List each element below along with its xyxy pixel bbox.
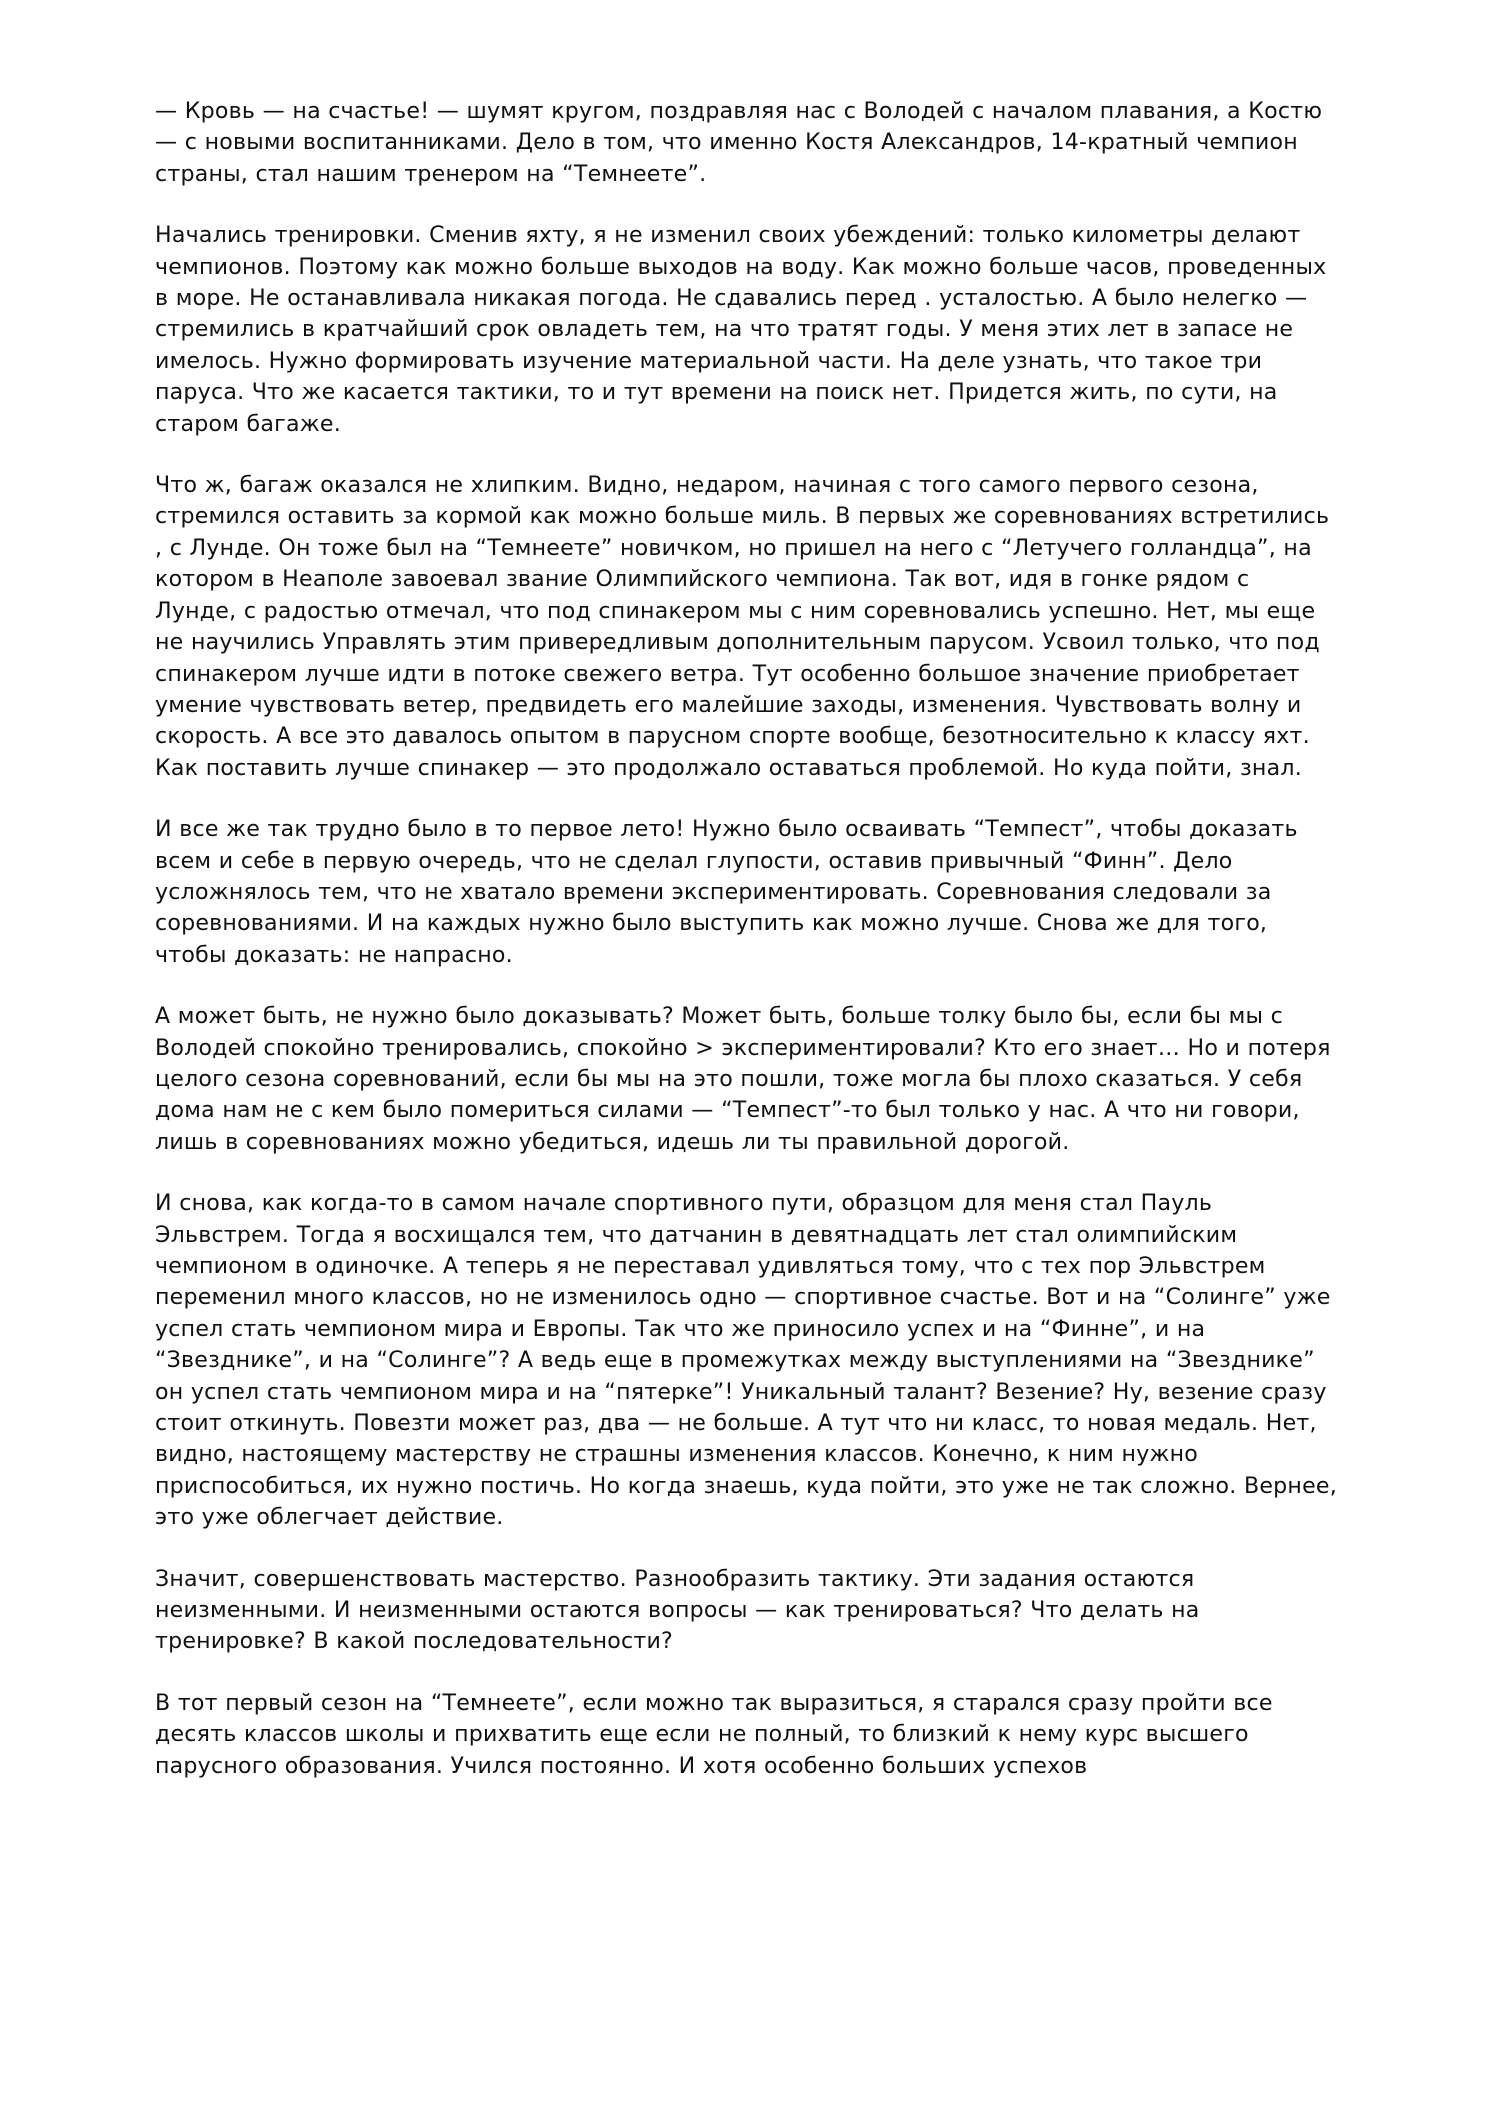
text-column [155, 96, 1345, 1782]
paragraph: Значит, совершенствовать мастерство. Разнообразить тактику. Эти задания остаются неизменными. И неизменными остаются вопросы — как тренироваться? Что делать на тренировке? В какой последовательности? [155, 1565, 1208, 1655]
paragraph: А может быть, не нужно было доказывать? Может быть, больше толку было бы, если бы мы с Володей спокойно тренировались, спокойно > экспериментировали? Кто его знает… Но и потеря целого сезона соревнований, если бы мы на это пошли, тоже могла бы плохо сказаться. У себя дома нам не с кем было помериться силами — “Темпест”-то был только у нас. А что ни говори, лишь в соревнованиях можно убедиться, идешь ли ты правильной дорогой. [155, 1003, 1339, 1155]
paragraph: — Кровь — на счастье! — шумят кругом, поздравляя нас с Володей с началом плавания, а Костю — с новыми воспитанниками. Дело в том, что именно Костя Александров, 14-кратный чемпион страны, стал нашим тренером на “Темнеете”. [155, 98, 1330, 187]
paragraph: В тот первый сезон на “Темнеете”, если можно так выразиться, я старался сразу пройти все десять классов школы и прихватить еще если не полный, то близкий к нему курс высшего парусного образования. Учился постоянно. И хотя особенно больших успехов [155, 1689, 1281, 1779]
paragraph: Что ж, багаж оказался не хлипким. Видно, недаром, начиная с того самого первого сезона, стремился оставить за кормой как можно больше миль. В первых же соревнованиях встретились , с Лунде. Он тоже был на “Темнеете” новичком, но пришел на него с “Летучего голландца”, на котором в Неаполе завоевал звание Олимпийского чемпиона. Так вот, идя в гонке рядом с Лунде, с радостью отмечал, что под спинакером мы с ним соревновались успешно. Нет, мы еще не научились Управлять этим привередливым дополнительным парусом. Усвоил только, что под спинакером лучше идти в потоке свежего ветра. Тут особенно большое значение приобретает умение чувствовать ветер, предвидеть его малейшие заходы, изменения. Чувствовать волну и скорость. А все это давалось опытом в парусном спорте вообще, безотносительно к классу яхт. Как поставить лучше спинакер — это продолжало оставаться проблемой. Но куда пойти, знал. [155, 472, 1337, 781]
paragraph: Начались тренировки. Сменив яхту, я не изменил своих убеждений: только километры делают чемпионов. Поэтому как можно больше выходов на воду. Как можно больше часов, проведенных в море. Не останавливала никакая погода. Не сдавались перед . усталостью. А было нелегко — стремились в кратчайший срок овладеть тем, на что тратят годы. У меня этих лет в запасе не имелось. Нужно формировать изучение материальной части. На деле узнать, что такое три паруса. Что же касается тактики, то и тут времени на поиск нет. Придется жить, по сути, на старом багаже. [155, 222, 1334, 437]
paragraph: И снова, как когда-то в самом начале спортивного пути, образцом для меня стал Пауль Эльвстрем. Тогда я восхищался тем, что датчанин в девятнадцать лет стал олимпийским чемпионом в одиночке. А теперь я не переставал удивляться тому, что с тех пор Эльвстрем переменил много классов, но не изменилось одно — спортивное счастье. Вот и на “Солинге” уже успел стать чемпионом мира и Европы. Так что же приносило успех и на “Финне”, и на “Звезднике”, и на “Солинге”? А ведь еще в промежутках между выступлениями на “Звезднике” он успел стать чемпионом мира и на “пятерке”! Уникальный талант? Везение? Ну, везение сразу стоит откинуть. Повезти может раз, два — не больше. А тут что ни класс, то новая медаль. Нет, видно, настоящему мастерству не страшны изменения классов. Конечно, к ним нужно приспособиться, их нужно постичь. Но когда знаешь, куда пойти, это уже не так сложно. Вернее, это уже облегчает действие. [155, 1190, 1345, 1531]
paragraph: И все же так трудно было в то первое лето! Нужно было осваивать “Темпест”, чтобы доказать всем и себе в первую очередь, что не сделал глупости, оставив привычный “Финн”. Дело усложнялось тем, что не хватало времени экспериментировать. Соревнования следовали за соревнованиями. И на каждых нужно было выступить как можно лучше. Снова же для того, чтобы доказать: не напрасно. [155, 816, 1306, 968]
